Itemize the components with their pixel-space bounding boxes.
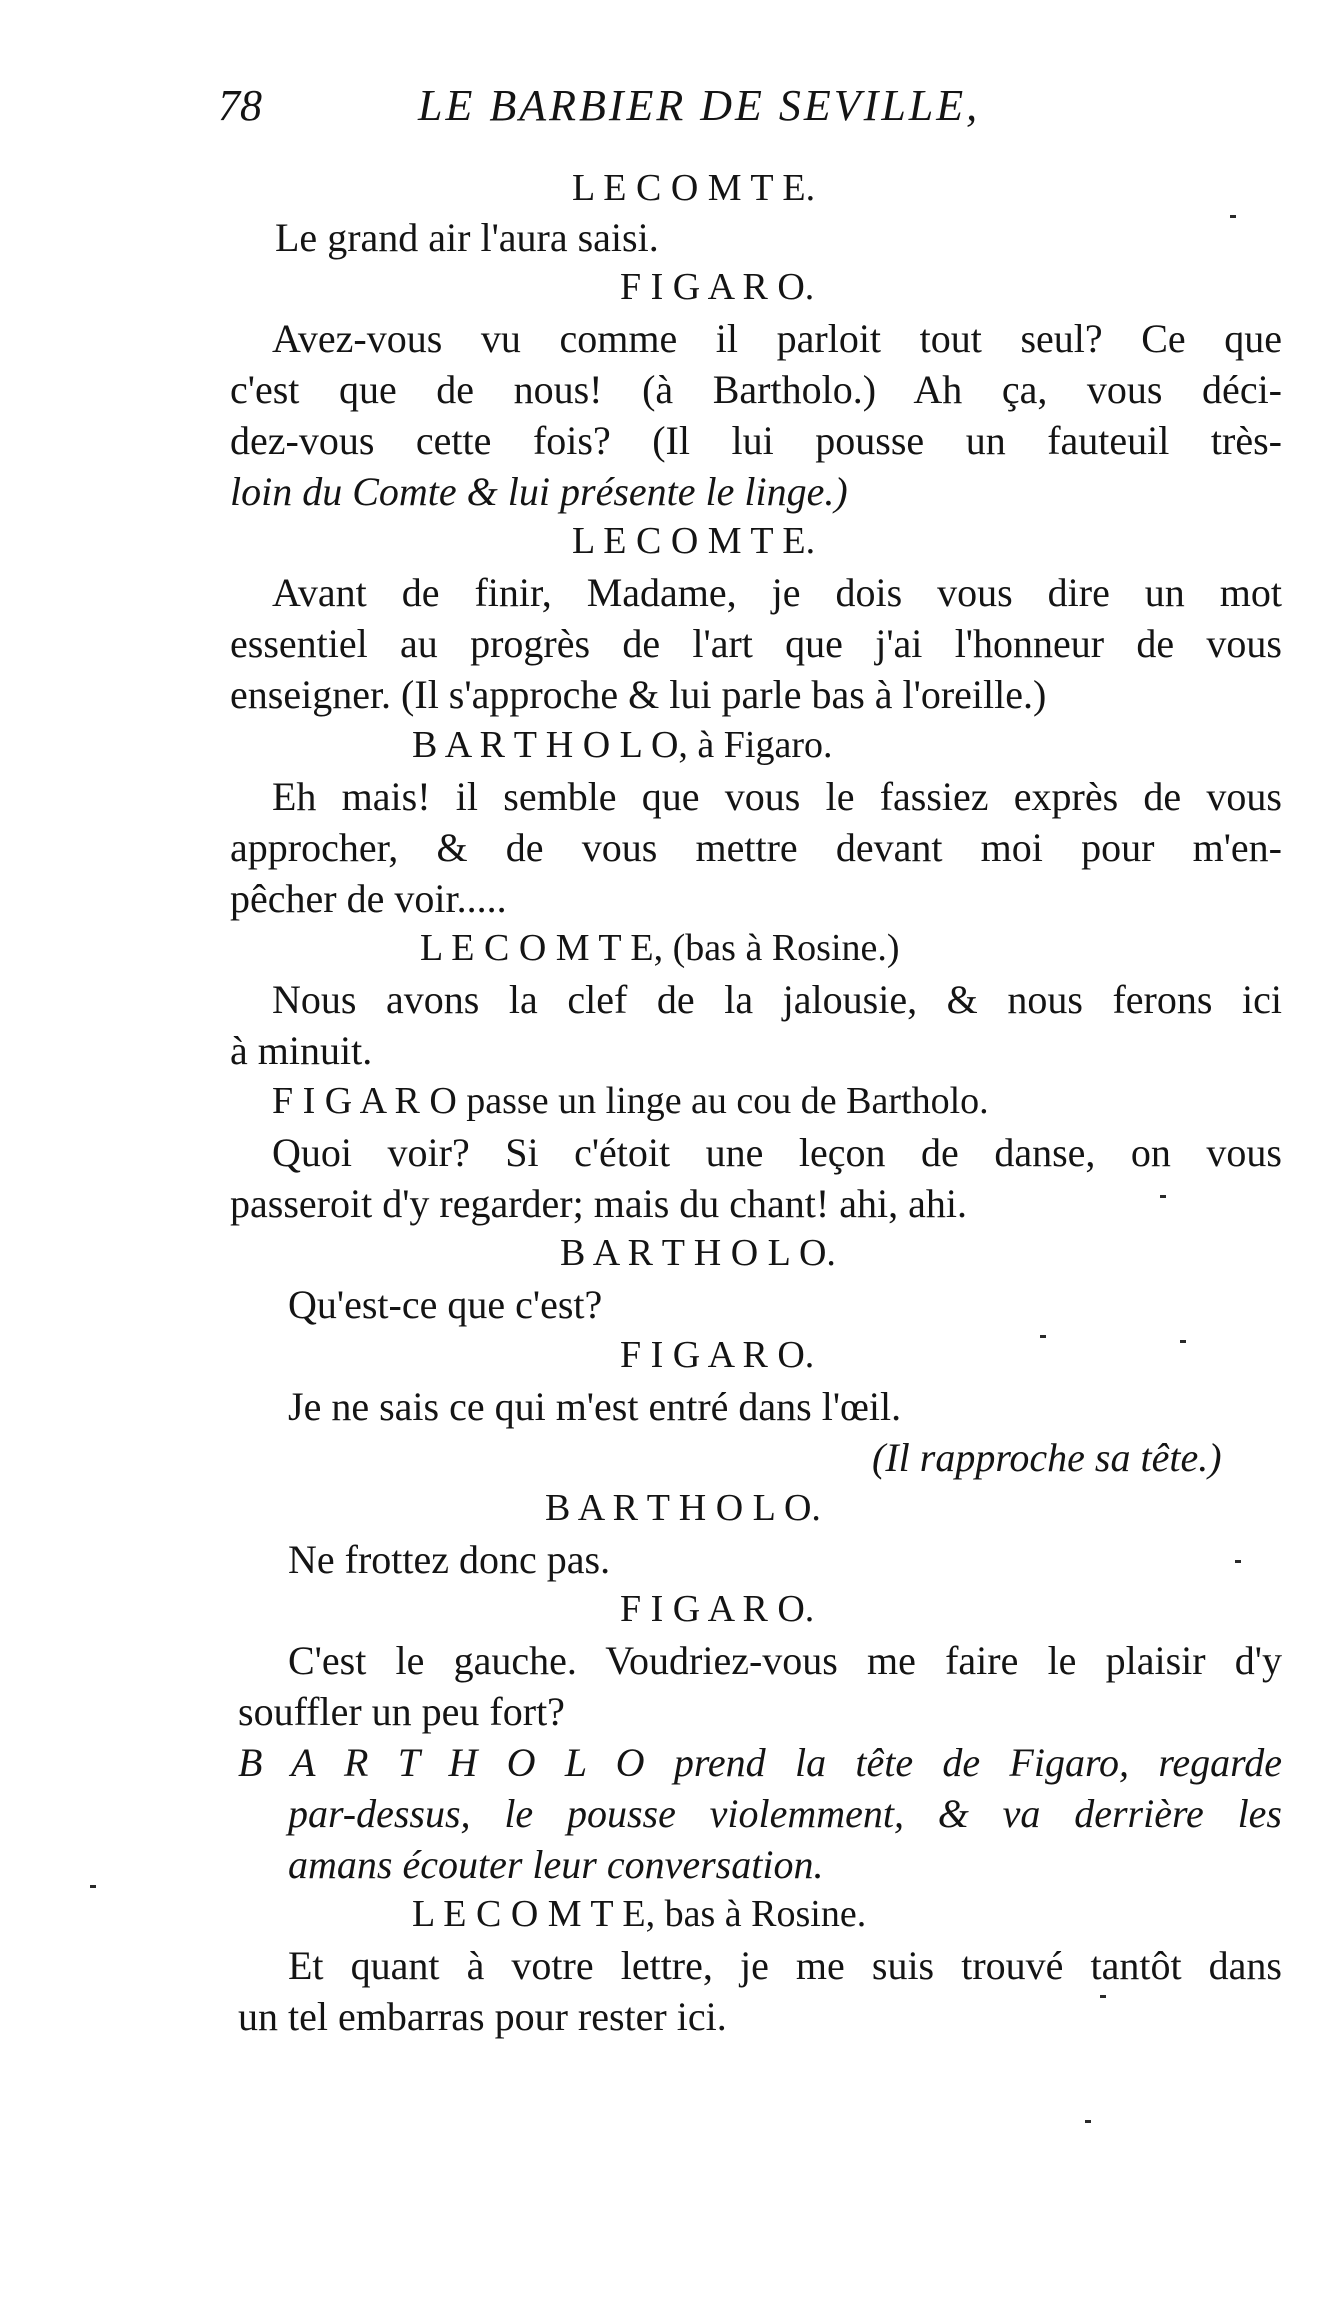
text-line: enseigner. (Il s'approche & lui parle bas à l'oreille.): [230, 672, 1047, 717]
text-line: Ne frottez donc pas.: [288, 1537, 611, 1582]
speaker-heading: L E C O M T E, (bas à Rosine.): [420, 927, 900, 969]
text-line: Le grand air l'aura saisi.: [275, 215, 659, 260]
speaker-heading: B A R T H O L O.: [560, 1232, 836, 1274]
speaker-heading: F I G A R O.: [620, 1334, 815, 1376]
speaker-heading: F I G A R O.: [620, 266, 815, 308]
text-line: dez-vous cette fois? (Il lui pousse un fauteuil très-: [230, 418, 1282, 463]
text-line: passeroit d'y regarder; mais du chant! ahi, ahi.: [230, 1181, 967, 1226]
scan-speck: [1235, 1560, 1241, 1563]
speaker-heading: L E C O M T E.: [572, 520, 816, 562]
text-line: Qu'est-ce que c'est?: [288, 1282, 603, 1327]
stage-direction: loin du Comte & lui présente le linge.): [230, 469, 848, 514]
stage-direction: (Il rapproche sa tête.): [872, 1435, 1222, 1480]
speaker-heading: B A R T H O L O, à Figaro.: [412, 724, 833, 766]
stage-direction: B A R T H O L O prend la tête de Figaro, regarde: [238, 1740, 1282, 1785]
text-line: C'est le gauche. Voudriez-vous me faire le plaisir d'y: [288, 1638, 1282, 1683]
speaker-heading: L E C O M T E.: [572, 167, 816, 209]
stage-direction: amans écouter leur conversation.: [288, 1842, 824, 1887]
page-number: 78: [218, 81, 262, 130]
scan-speck: [1040, 1335, 1046, 1338]
scan-speck: [1180, 1340, 1186, 1343]
scan-speck: [1100, 1995, 1106, 1998]
scan-speck: [1085, 2120, 1091, 2123]
scan-speck: [1160, 1195, 1166, 1198]
text-line: c'est que de nous! (à Bartholo.) Ah ça, vous déci-: [230, 367, 1282, 412]
text-line: Avant de finir, Madame, je dois vous dire un mot: [272, 570, 1282, 615]
text-line: Et quant à votre lettre, je me suis trouvé tantôt dans: [288, 1943, 1282, 1988]
scan-speck: [1230, 215, 1236, 218]
speaker-heading: F I G A R O.: [620, 1588, 815, 1630]
text-line: approcher, & de vous mettre devant moi pour m'en-: [230, 825, 1282, 870]
speaker-heading: F I G A R O passe un linge au cou de Bartholo.: [272, 1080, 989, 1122]
text-line: Nous avons la clef de la jalousie, & nous ferons ici: [272, 977, 1282, 1022]
scan-speck: [90, 1885, 96, 1888]
running-title: LE BARBIER DE SEVILLE,: [418, 81, 981, 130]
text-line: pêcher de voir.....: [230, 876, 507, 921]
speaker-heading: L E C O M T E, bas à Rosine.: [412, 1893, 867, 1935]
text-line: Quoi voir? Si c'étoit une leçon de danse, on vous: [272, 1130, 1282, 1175]
text-line: un tel embarras pour rester ici.: [238, 1994, 727, 2039]
text-line: Eh mais! il semble que vous le fassiez exprès de vous: [272, 774, 1282, 819]
text-line: souffler un peu fort?: [238, 1689, 565, 1734]
text-line: Je ne sais ce qui m'est entré dans l'œil.: [288, 1384, 902, 1429]
text-line: Avez-vous vu comme il parloit tout seul? Ce que: [272, 316, 1282, 361]
speaker-heading: B A R T H O L O.: [545, 1487, 821, 1529]
text-line: à minuit.: [230, 1028, 373, 1073]
text-line: essentiel au progrès de l'art que j'ai l'honneur de vous: [230, 621, 1282, 666]
stage-direction: par-dessus, le pousse violemment, & va derrière les: [288, 1791, 1282, 1836]
